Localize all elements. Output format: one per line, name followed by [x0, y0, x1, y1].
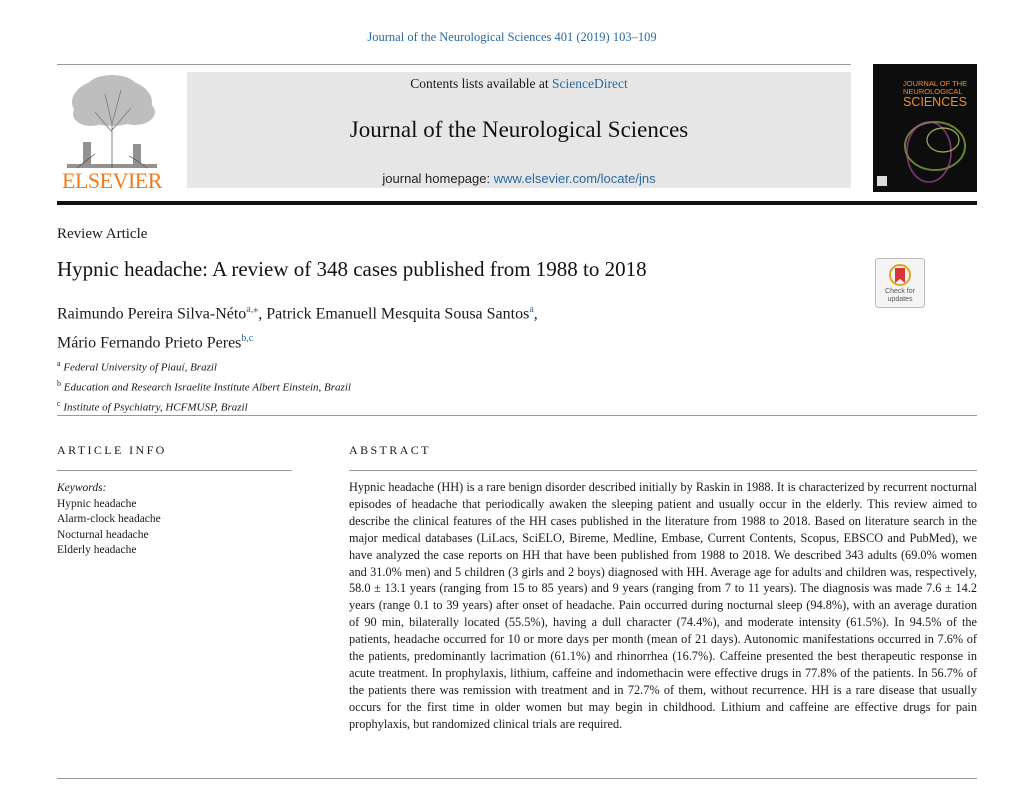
article-type: Review Article: [57, 226, 148, 242]
journal-homepage-link[interactable]: www.elsevier.com/locate/jns: [493, 171, 656, 186]
bookmark-ribbon-icon: [876, 261, 924, 291]
journal-header-box: [187, 72, 851, 188]
author-name[interactable]: Patrick Emanuell Mesquita Sousa Santos: [266, 305, 530, 323]
section-divider: [57, 415, 977, 416]
journal-citation-link[interactable]: Journal of the Neurological Sciences 401 (2019) 103–109: [367, 30, 657, 44]
abstract-bottom-divider: [57, 778, 977, 779]
journal-cover-image[interactable]: [873, 64, 977, 192]
article-info-divider: [57, 470, 292, 471]
author-separator: ,: [533, 305, 538, 323]
header-thick-divider: [57, 201, 977, 205]
keyword-item: Elderly headache: [57, 544, 137, 556]
check-for-updates-button[interactable]: [875, 258, 925, 308]
homepage-prefix: journal homepage:: [382, 171, 494, 186]
elsevier-wordmark: ELSEVIER: [62, 168, 162, 193]
affiliation-item: [57, 376, 351, 396]
contents-prefix: Contents lists available at: [410, 76, 552, 91]
elsevier-logo[interactable]: [57, 72, 177, 194]
cover-title-line: NEUROLOGICAL: [903, 87, 963, 96]
affiliation-item: [57, 396, 351, 416]
affiliation-list: [57, 356, 351, 416]
affiliation-text: Federal University of Piauí, Brazil: [63, 361, 217, 374]
author-affiliation-link[interactable]: b,c: [241, 333, 254, 345]
affiliation-text: Education and Research Israelite Institute Albert Einstein, Brazil: [63, 381, 351, 394]
cover-title-big: SCIENCES: [903, 95, 967, 109]
article-title: Hypnic headache: A review of 348 cases published from 1988 to 2018: [57, 257, 647, 281]
contents-line: [187, 76, 851, 92]
affiliation-item: [57, 356, 351, 376]
keywords-label: Keywords:: [57, 482, 107, 494]
check-label-line: updates: [887, 296, 913, 303]
check-label-line: Check for: [885, 288, 915, 295]
keyword-item: Nocturnal headache: [57, 528, 149, 541]
article-info-heading: ARTICLE INFO: [57, 443, 167, 457]
affiliation-mark: b: [57, 379, 61, 389]
check-for-updates-label: [876, 288, 924, 304]
affiliation-mark: c: [57, 399, 61, 409]
abstract-heading: ABSTRACT: [349, 443, 431, 457]
affiliation-mark: a: [57, 359, 61, 368]
author-affiliation-link[interactable]: a,⁎: [246, 304, 259, 315]
sciencedirect-link[interactable]: ScienceDirect: [552, 76, 628, 91]
author-name[interactable]: Raimundo Pereira Silva-Néto: [57, 305, 247, 323]
journal-name: Journal of the Neurological Sciences: [349, 117, 689, 142]
author-name[interactable]: Mário Fernando Prieto Peres: [57, 334, 242, 352]
abstract-text: Hypnic headache (HH) is a rare benign disorder described initially by Raskin in 1988. It is characterized by recurrent nocturnal episodes of headache that periodically awaken the sleeping patient and usually occur in the elderly. This review aimed to describe the clinical features of the HH cases published in the literature from 1988 to 2018. Based on literature search in the major medical databases (LiLacs, SciELO, Bireme, Medline, Embase, Current Contents, Scopus, EBSCO and PubMed), we have analyzed the case reports on HH that have been published from 1988 to 2018. We described 343 adults (69.0% women and 31.0% men) and 5 children (3 girls and 2 boys) diagnosed with HH. Average age for adults and children was, respectively, 58.0 ± 13.1 years (ranging from 15 to 85 years) and 9 years (ranging from 7 to 11 years). The diagnosis was made 7.6 ± 14.2 years (range 0.1 to 39 years) after onset of headache. Pain occurred during nocturnal sleep (94.8%), with an average duration of 90 min, bilaterally located (55.5%), having a dull character (74.4%), and moderate intensity (61.5%). In 94.5% of the patients, headache occurred for 10 or more days per month (mean of 21 days). Autonomic manifestations occurred in 7.6% of the patients, predominantly lacrimation (61.1%) and rhinorrhea (16.7%). Caffeine presented the best therapeutic response in acute treatment. In prophylaxis, lithium, caffeine and indomethacin were effective drugs in 77.8% of the patients. In 56.7% of the patients there was remission with treatment and in 72.7% of them, without recurrence. HH is a rare disease that usually occurs for the first time in older women but may begin in childhood. Lithium and caffeine are effective drugs for pain prophylaxis, but randomized clinical trials are required.: [349, 480, 977, 731]
author-affiliation-link[interactable]: a: [529, 304, 534, 315]
keyword-item: Hypnic headache: [57, 497, 137, 510]
cover-title: [903, 80, 967, 108]
tree-engraving-icon: [57, 72, 167, 170]
cover-title-line: JOURNAL OF THE: [903, 79, 968, 88]
affiliation-text: Institute of Psychiatry, HCFMUSP, Brazil: [63, 401, 248, 414]
abstract-divider: [349, 470, 977, 471]
author-list: [57, 297, 538, 356]
header-top-divider: [57, 64, 851, 65]
keywords-block: [57, 481, 161, 559]
homepage-line: [187, 171, 851, 186]
author-separator: ,: [258, 305, 267, 323]
keyword-item: Alarm-clock headache: [57, 513, 161, 525]
